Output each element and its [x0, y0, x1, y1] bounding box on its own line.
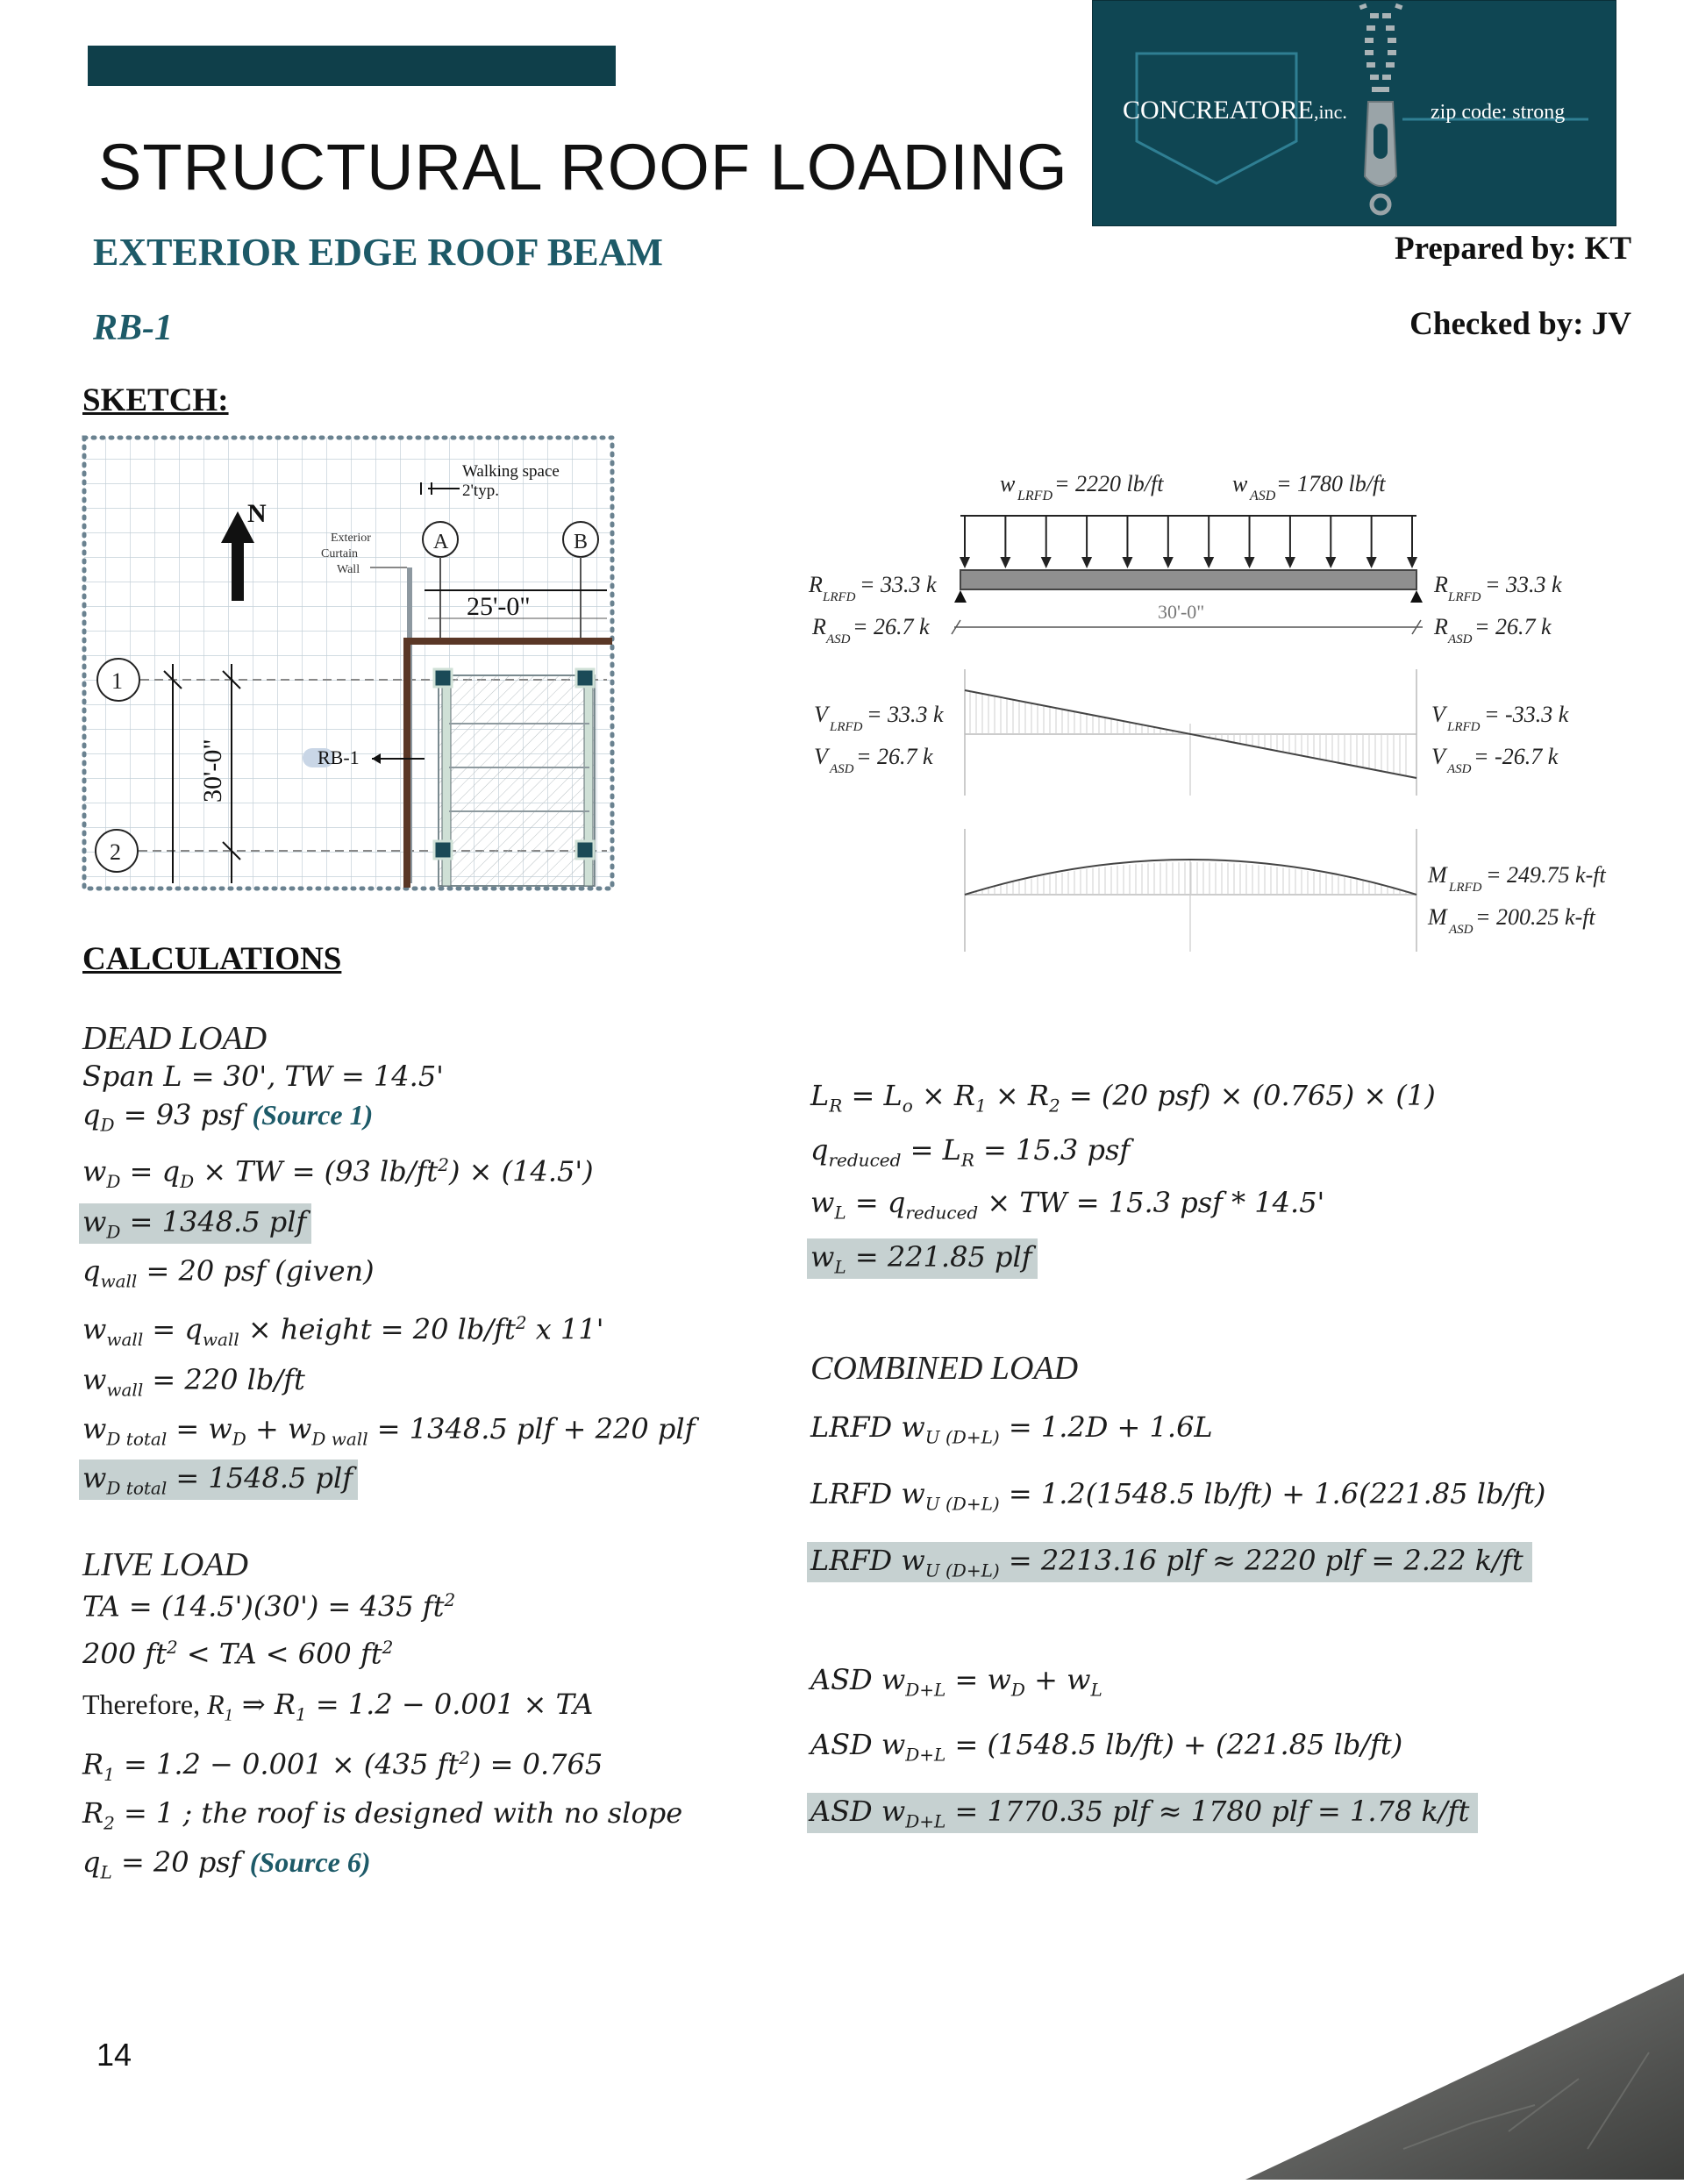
- r-lrfd-left: = 33.3 k: [860, 572, 937, 597]
- w-asd-symbol: w: [1232, 471, 1248, 496]
- zipper-icon: [1359, 4, 1403, 213]
- curtain-wall-label-2: Curtain: [321, 547, 358, 560]
- lrfd-substitution: LRFD $w_{U (D+L)} = 1.2(1548.5$ lb/ft) + 1.6(221.85 lb/ft): [810, 1477, 1546, 1515]
- moment-hatch: [970, 862, 1406, 895]
- calculations-heading: CALCULATIONS: [82, 941, 342, 977]
- r-lrfd-right-subscript: LRFD: [1448, 590, 1481, 604]
- v-lrfd-left-subscript: LRFD: [830, 720, 863, 734]
- span-line: Span L = 30', TW = 14.5': [82, 1060, 444, 1093]
- logo-company-suffix: ,inc.: [1314, 101, 1347, 123]
- m-asd-symbol: M: [1428, 904, 1447, 930]
- v-lrfd-left-symbol: V: [814, 702, 828, 727]
- r-asd-left-subscript: ASD: [826, 632, 851, 646]
- walking-typ-label: 2'typ.: [462, 482, 499, 500]
- framing-plan-svg: [81, 434, 616, 892]
- wl-equation: $w_L = q_{reduced}$ × TW = 15.3 psf * 14.5': [810, 1186, 1325, 1224]
- qd-equation: $q_D = 93$ psf (Source 1): [82, 1098, 374, 1136]
- wwall-value: $w_{wall} = 220$ lb/ft: [82, 1363, 305, 1401]
- v-asd-right: = -26.7 k: [1474, 744, 1559, 769]
- load-arrow-head-icon: [1122, 557, 1132, 568]
- r-asd-left: = 26.7 k: [853, 614, 930, 639]
- wdtotal-result: $w_{D total} = 1548.5$ plf: [82, 1461, 358, 1498]
- m-lrfd-label: = 249.75 k-ft: [1486, 862, 1606, 888]
- r-lrfd-left-subscript: LRFD: [823, 590, 856, 604]
- roof-deck-bay: [439, 675, 595, 886]
- curtain-wall-label-1: Exterior: [331, 532, 371, 545]
- logo-company-name: CONCREATORE: [1123, 96, 1314, 125]
- m-lrfd-symbol: M: [1428, 862, 1447, 888]
- r1-calculation: $R_1 = 1.2 - 0.001 \times (435$ $ft^2) = 0.765$: [82, 1747, 603, 1786]
- load-arrow-head-icon: [1203, 557, 1214, 568]
- beam-element: [960, 570, 1416, 589]
- m-asd-label: = 200.25 k-ft: [1475, 904, 1595, 930]
- asd-substitution: ASD $w_{D+L} = (1548.5$ lb/ft) + (221.85 lb/ft): [810, 1728, 1403, 1766]
- framing-sketch: [81, 434, 616, 892]
- r-asd-right-subscript: ASD: [1448, 632, 1473, 646]
- span-label: 30'-0": [1158, 601, 1205, 623]
- prepared-by: Prepared by: KT: [1395, 231, 1631, 267]
- page-title: STRUCTURAL ROOF LOADING: [98, 131, 1068, 203]
- beam-diagrams: [798, 460, 1640, 960]
- w-lrfd-subscript: LRFD: [1017, 489, 1052, 503]
- sketch-heading: SKETCH:: [82, 382, 229, 418]
- w-asd-subscript: ASD: [1250, 489, 1276, 503]
- concrete-texture: [1245, 1973, 1684, 2180]
- qreduced-equation: $q_{reduced} = L_R = 15.3$ psf: [810, 1133, 1131, 1171]
- column-b1: [576, 669, 594, 687]
- curtain-wall-label-3: Wall: [337, 563, 360, 576]
- grid-label-1: 1: [111, 668, 123, 694]
- load-arrow-head-icon: [1041, 557, 1052, 568]
- v-asd-right-symbol: V: [1431, 744, 1445, 769]
- combined-load-heading: COMBINED LOAD: [810, 1350, 1079, 1387]
- load-arrow-head-icon: [1366, 557, 1377, 568]
- load-arrow-head-icon: [1163, 557, 1174, 568]
- grid-label-a: A: [433, 531, 449, 553]
- company-logo: [1092, 0, 1616, 226]
- r-asd-right-symbol: R: [1434, 614, 1448, 639]
- r-lrfd-right-symbol: R: [1434, 572, 1448, 597]
- asd-formula: ASD $w_{D+L} = w_D + w_L$: [810, 1663, 1102, 1701]
- w-asd-label: = 1780 lb/ft: [1276, 471, 1386, 496]
- column-a2: [434, 841, 452, 859]
- load-arrow-head-icon: [1000, 557, 1010, 568]
- wdtotal-equation: $w_{D total} = w_D + w_{D wall} = 1348.5$ plf + 220 plf: [82, 1412, 696, 1450]
- r-lrfd-left-symbol: R: [809, 572, 823, 597]
- v-lrfd-right: = -33.3 k: [1484, 702, 1569, 727]
- w-lrfd-symbol: w: [1000, 471, 1016, 496]
- tributary-area-range: 200 $ft^2$ < TA < 600 $ft^2$: [82, 1637, 394, 1671]
- column-b2: [576, 841, 594, 859]
- ql-equation: $q_L = 20$ psf (Source 6): [82, 1845, 371, 1883]
- beam-diagrams-svg: [798, 460, 1640, 960]
- checked-by: Checked by: JV: [1409, 306, 1631, 342]
- r2-line: $R_2 = 1$ ; the roof is designed with no slope: [82, 1796, 683, 1834]
- r1-formula: Therefore, $R_1$ ⇒ $R_1 = 1.2 - 0.001$ × TA: [82, 1688, 594, 1725]
- m-lrfd-subscript: LRFD: [1449, 881, 1482, 895]
- qwall-equation: $q_{wall} = 20$ psf (given): [82, 1254, 375, 1292]
- header-accent-bar: [88, 46, 616, 86]
- column-a1: [434, 669, 452, 687]
- span-dimension-horizontal: 25'-0": [467, 592, 531, 621]
- load-arrow-head-icon: [1285, 557, 1295, 568]
- north-label: N: [247, 499, 267, 528]
- asd-result: ASD $w_{D+L} = 1770.35$ plf ≈ 1780 plf = 1.78 k/ft: [810, 1795, 1478, 1831]
- wwall-equation: $w_{wall} = q_{wall}$ × height = 20 $lb/ft^2$ x 11': [82, 1312, 604, 1351]
- page-number: 14: [96, 2037, 132, 2073]
- right-support-icon: [1410, 590, 1423, 603]
- r-asd-right: = 26.7 k: [1474, 614, 1552, 639]
- load-arrow-head-icon: [1245, 557, 1255, 568]
- logo-tagline: zip code: strong: [1431, 101, 1566, 124]
- live-load-heading: LIVE LOAD: [82, 1546, 248, 1583]
- wd-result: $w_D = 1348.5$ plf: [82, 1205, 311, 1242]
- w-lrfd-label: = 2220 lb/ft: [1054, 471, 1164, 496]
- load-arrow-head-icon: [1081, 557, 1092, 568]
- left-support-icon: [954, 590, 967, 603]
- lrfd-result: LRFD $w_{U (D+L)} = 2213.16$ plf ≈ 2220 plf = 2.22 k/ft: [810, 1544, 1532, 1581]
- roof-edge-beam: [403, 638, 410, 888]
- logo-graphic: [1093, 1, 1616, 225]
- load-arrow-head-icon: [1325, 557, 1336, 568]
- load-arrow-head-icon: [1407, 557, 1417, 568]
- load-arrows: [960, 516, 1417, 568]
- r-asd-left-symbol: R: [812, 614, 826, 639]
- lrfd-formula: LRFD $w_{U (D+L)} = 1.2D + 1.6L$: [810, 1410, 1213, 1448]
- load-arrow-head-icon: [960, 557, 970, 568]
- v-asd-left: = 26.7 k: [856, 744, 933, 769]
- corner-svg: [1245, 1973, 1684, 2180]
- m-asd-subscript: ASD: [1449, 923, 1474, 937]
- roof-edge-beam-top: [403, 638, 612, 645]
- grid-label-2: 2: [110, 839, 121, 865]
- v-lrfd-right-symbol: V: [1431, 702, 1445, 727]
- grid-label-b: B: [574, 531, 589, 553]
- v-lrfd-right-subscript: LRFD: [1447, 720, 1481, 734]
- tributary-area: TA = (14.5')(30') = 435 $ft^2$: [82, 1589, 456, 1624]
- beam-id: RB-1: [93, 308, 174, 348]
- span-dimension-vertical: 30'-0": [198, 739, 227, 803]
- walking-space-label: Walking space: [462, 462, 560, 481]
- dead-load-heading: DEAD LOAD: [82, 1020, 268, 1057]
- v-asd-left-subscript: ASD: [830, 762, 854, 776]
- wl-result: $w_L = 221.85$ plf: [810, 1240, 1038, 1277]
- rb-1-sketch-label: RB-1: [318, 746, 360, 768]
- lr-equation: $L_R = L_o \times R_1 \times R_2 = (20$ psf) × (0.765) × (1): [810, 1079, 1436, 1117]
- wd-equation: $w_D = q_D$ × TW = (93 $lb/ft^2) \times (14.5')$: [82, 1154, 594, 1193]
- beam-subtitle: EXTERIOR EDGE ROOF BEAM: [93, 231, 663, 274]
- v-lrfd-left: = 33.3 k: [867, 702, 944, 727]
- concrete-corner-decoration: [1245, 1973, 1684, 2180]
- r-lrfd-right: = 33.3 k: [1485, 572, 1562, 597]
- v-asd-right-subscript: ASD: [1447, 762, 1472, 776]
- v-asd-left-symbol: V: [814, 744, 828, 769]
